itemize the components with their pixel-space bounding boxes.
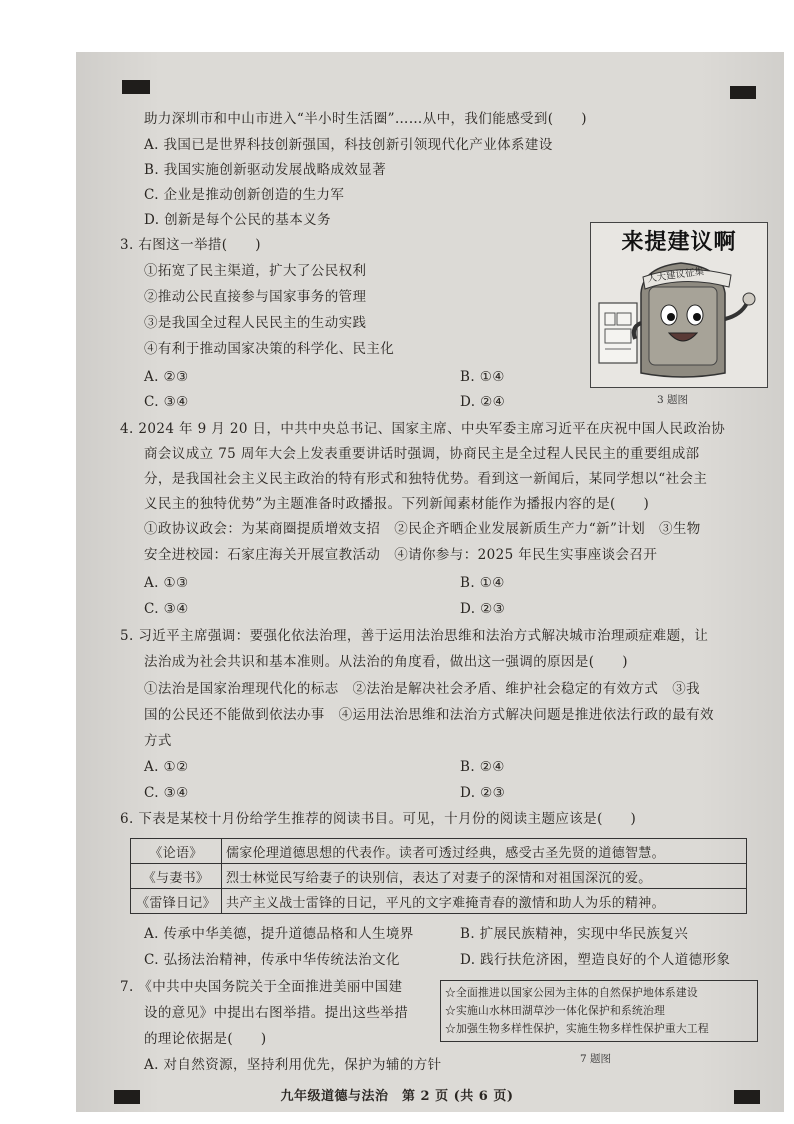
q4-option-a: A. ①③	[144, 575, 189, 591]
q5-line-5: 方式	[144, 733, 172, 749]
q2-option-c: C. 企业是推动创新创造的生力军	[144, 187, 345, 203]
registration-mark-top-right	[730, 86, 756, 99]
q5-option-b: B. ②④	[460, 759, 505, 775]
book-description: 儒家伦理道德思想的代表作。读者可透过经典，感受古圣先贤的道德智慧。	[222, 839, 747, 864]
q4-line-2: 商会议成立 75 周年大会上发表重要讲话时强调，协商民主是全过程人民民主的重要组成部	[144, 446, 700, 462]
q7-image-caption: 7 题图	[580, 1053, 612, 1065]
q4-option-c: C. ③④	[144, 601, 189, 617]
q6-option-b: B. 扩展民族精神，实现中华民族复兴	[460, 926, 689, 942]
q5-line-4: 国的公民还不能做到依法办事 ④运用法治思维和法治方式解决问题是推进依法行政的最有效	[144, 707, 714, 723]
q6-option-a: A. 传承中华美德，提升道德品格和人生境界	[144, 926, 414, 942]
q3-option-c: C. ③④	[144, 394, 189, 410]
q5-option-a: A. ①②	[144, 759, 189, 775]
q3-cartoon-title: 来提建议啊	[621, 230, 737, 255]
q7-measures-box	[440, 980, 758, 1042]
book-title: 《雷锋日记》	[131, 889, 222, 914]
suggestion-box-mascot-icon	[591, 223, 768, 388]
q4-line-4: 义民主的独特优势”为主题准备时政播报。下列新闻素材能作为播报内容的是( )	[144, 496, 650, 512]
q4-option-b: B. ①④	[460, 575, 505, 591]
q5-option-c: C. ③④	[144, 785, 189, 801]
q4-line-1: 4. 2024 年 9 月 20 日，中共中央总书记、国家主席、中央军委主席习近平在庆祝中国人民政治协	[120, 421, 726, 437]
q3-item-3: ③是我国全过程人民民主的生动实践	[144, 315, 367, 331]
q2-option-d: D. 创新是每个公民的基本义务	[144, 212, 331, 228]
book-description: 烈士林觉民写给妻子的诀别信，表达了对妻子的深情和对祖国深沉的爱。	[222, 864, 747, 889]
q6-option-c: C. 弘扬法治精神，传承中华传统法治文化	[144, 952, 400, 968]
measure-item: ☆全面推进以国家公园为主体的自然保护地体系建设	[445, 986, 698, 999]
q4-line-6: 安全进校园：石家庄海关开展宣教活动 ④请你参与：2025 年民生实事座谈会召开	[144, 547, 658, 563]
reading-list-table	[130, 838, 747, 914]
q7-line-1: 7. 《中共中央国务院关于全面推进美丽中国建	[120, 979, 403, 995]
book-description: 共产主义战士雷锋的日记，平凡的文字难掩青春的激情和助人为乐的精神。	[222, 889, 747, 914]
table-row	[131, 839, 747, 864]
q3-option-d: D. ②④	[460, 394, 506, 410]
measure-item: ☆实施山水林田湖草沙一体化保护和系统治理	[445, 1004, 665, 1017]
measure-item: ☆加强生物多样性保护，实施生物多样性保护重大工程	[445, 1022, 709, 1035]
q2-option-b: B. 我国实施创新驱动发展战略成效显著	[144, 162, 387, 178]
table-row	[131, 864, 747, 889]
book-title: 《论语》	[131, 839, 222, 864]
q7-option-a: A. 对自然资源，坚持利用优先，保护为辅的方针	[144, 1057, 442, 1073]
q3-cartoon-badge-text: 人大建议征集	[646, 266, 705, 285]
book-title: 《与妻书》	[131, 864, 222, 889]
q7-line-2: 设的意见》中提出右图举措。提出这些举措	[144, 1005, 409, 1021]
q5-line-3: ①法治是国家治理现代化的标志 ②法治是解决社会矛盾、维护社会稳定的有效方式 ③我	[144, 681, 700, 697]
q6-option-d: D. 践行扶危济困，塑造良好的个人道德形象	[460, 952, 731, 968]
q4-line-3: 分，是我国社会主义民主政治的特有形式和独特优势。看到这一新闻后，某同学想以“社会主	[144, 471, 708, 487]
q3-stem: 3. 右图这一举措( )	[120, 237, 261, 253]
q3-item-2: ②推动公民直接参与国家事务的管理	[144, 289, 367, 305]
q3-option-b: B. ①④	[460, 369, 505, 385]
q5-option-d: D. ②③	[460, 785, 506, 801]
q3-item-1: ①拓宽了民主渠道，扩大了公民权利	[144, 263, 367, 279]
table-row	[131, 889, 747, 914]
q6-stem: 6. 下表是某校十月份给学生推荐的阅读书目。可见，十月份的阅读主题应该是( )	[120, 811, 637, 827]
q5-line-2: 法治成为社会共识和基本准则。从法治的角度看，做出这一强调的原因是( )	[144, 654, 628, 670]
q4-option-d: D. ②③	[460, 601, 506, 617]
q5-line-1: 5. 习近平主席强调：要强化依法治理，善于运用法治思维和法治方式解决城市治理顽症难题，让	[120, 628, 709, 644]
registration-mark-top-left	[122, 80, 150, 94]
q2-option-a: A. 我国已是世界科技创新强国，科技创新引领现代化产业体系建设	[144, 137, 553, 153]
q7-line-3: 的理论依据是( )	[144, 1031, 267, 1047]
q3-image-caption: 3 题图	[657, 394, 689, 406]
q3-item-4: ④有利于推动国家决策的科学化、民主化	[144, 341, 395, 357]
page-footer: 九年级道德与法治 第 2 页 (共 6 页)	[280, 1089, 514, 1104]
q2-stem: 助力深圳市和中山市进入“半小时生活圈”……从中，我们能感受到( )	[144, 111, 587, 127]
q3-cartoon-image	[590, 222, 768, 388]
q3-option-a: A. ②③	[144, 369, 189, 385]
q4-line-5: ①政协议政会：为某商圈提质增效支招 ②民企齐晒企业发展新质生产力“新”计划 ③生物	[144, 521, 701, 537]
